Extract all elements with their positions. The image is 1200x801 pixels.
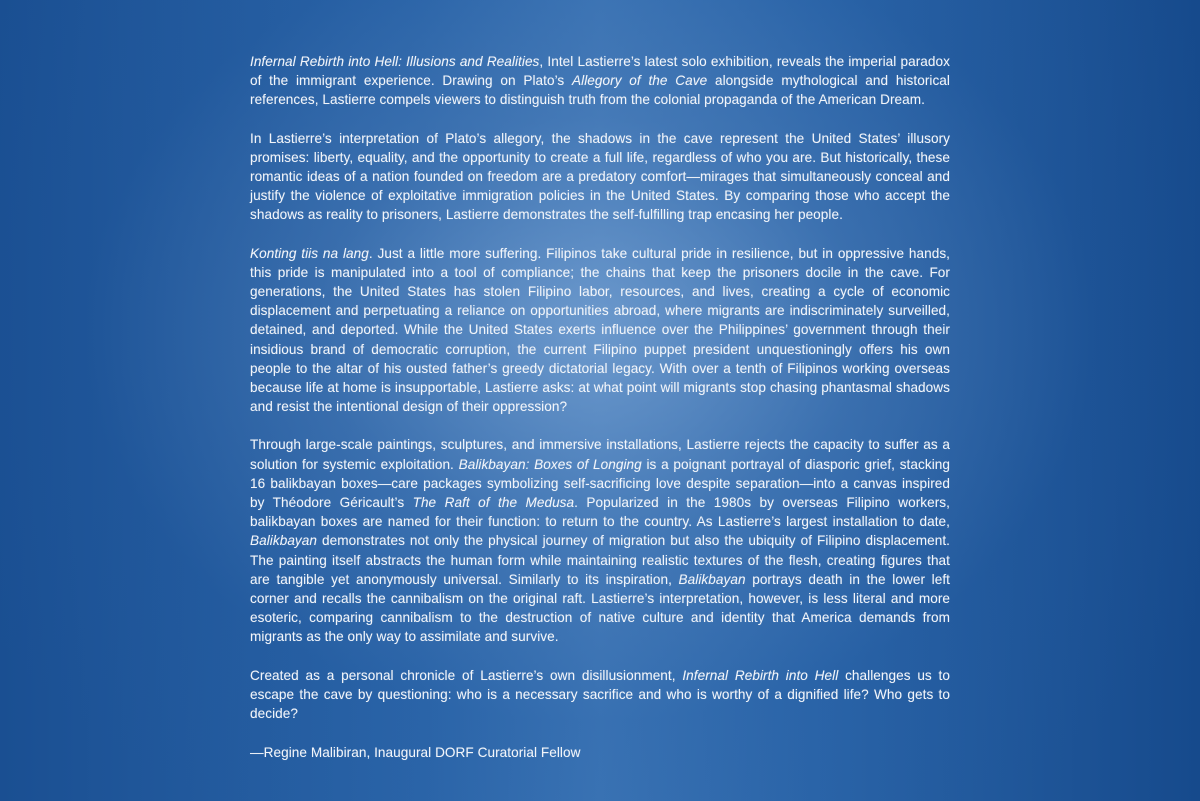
- allegory-title: Allegory of the Cave: [572, 73, 708, 89]
- allegory-text: In Lastierre’s interpretation of Plato’s allegory, the shadows in the cave represent the United States’ illusory promises: liberty, equality, and the opportunity to create a full life, regardless of who you are. But historically, these romantic ideas of a nation founded on freedom are a predatory comfort—mirages that simultaneously conceal and justify the violence of exploitative immigration policies in the United States. By comparing those who accept the shadows as reality to prisoners, Lastierre demonstrates the self-fulfilling trap encasing her people.: [250, 130, 950, 223]
- artworks-text-c: . Popularized in the 1980s by overseas Filipino workers, balikbayan boxes are named for their function: to return to the country. As Lastierre’s largest installation to date,: [250, 495, 950, 530]
- artworks-text-b: is a poignant portrayal of diasporic grief, stacking 16 balikbayan boxes—care packages symbolizing self-sacrificing love despite separation—into a canvas inspired by Théodore Géricault’s: [250, 456, 950, 511]
- closing-text-b: challenges us to escape the cave by questioning: who is a necessary sacrifice and who is worthy of a dignified life? Who gets to decide?: [250, 667, 950, 722]
- artworks-paragraph: [250, 435, 950, 646]
- allegory-paragraph: [250, 129, 950, 225]
- exhibition-wall-text: [250, 52, 950, 763]
- tagalog-phrase: Konting tiis na lang: [250, 245, 369, 261]
- raft-title: The Raft of the Medusa: [412, 495, 575, 511]
- balikbayan-title-2: Balikbayan: [678, 571, 746, 587]
- balikbayan-work-title: Balikbayan: Boxes of Longing: [458, 456, 642, 472]
- closing-text-a: Created as a personal chronicle of Lastierre’s own disillusionment,: [250, 667, 683, 683]
- suffering-text: . Just a little more suffering. Filipinos take cultural pride in resilience, but in oppressive hands, this pride is manipulated into a tool of compliance; the chains that keep the prisoners docile in the cave. For generations, the United States has stolen Filipino labor, resources, and lives, creating a cycle of economic displacement and perpetuating a reliance on opportunities abroad, where migrants are indiscriminately surveilled, detained, and deported. While the United States exerts influence over the Philippines’ government through their insidious brand of democratic corruption, the current Filipino puppet president unquestioningly offers his own people to the altar of his ousted father’s greedy dictatorial legacy. With over a tenth of Filipinos working overseas because life at home is insupportable, Lastierre asks: at what point will migrants stop chasing phantasmal shadows and resist the intentional design of their oppression?: [250, 245, 950, 415]
- exhibition-title: Infernal Rebirth into Hell: Illusions and Realities: [250, 54, 540, 69]
- closing-exhibition-title: Infernal Rebirth into Hell: [682, 667, 839, 683]
- intro-paragraph: [250, 52, 950, 110]
- closing-paragraph: [250, 666, 950, 724]
- intro-text-b: alongside mythological and historical references, Lastierre compels viewers to distinguish truth from the colonial propaganda of the American Dream.: [250, 73, 950, 108]
- intro-text-a: , Intel Lastierre’s latest solo exhibition, reveals the imperial paradox of the immigrant experience. Drawing on Plato’s: [250, 54, 950, 89]
- balikbayan-title-1: Balikbayan: [250, 533, 318, 549]
- artworks-text-e: portrays death in the lower left corner and recalls the cannibalism on the original raft. Lastierre’s interpretation, however, is less literal and more esoteric, comparing cannibalism to the destruction of native culture and identity that America demands from migrants as the only way to assimilate and survive.: [250, 571, 950, 645]
- suffering-paragraph: [250, 244, 950, 417]
- artworks-text-d: demonstrates not only the physical journey of migration but also the ubiquity of Filipino displacement. The painting itself abstracts the human form while maintaining realistic textures of the flesh, creating figures that are tangible yet anonymously universal. Similarly to its inspiration,: [250, 533, 950, 587]
- artworks-text-a: Through large-scale paintings, sculptures, and immersive installations, Lastierre rejects the capacity to suffer as a solution for systemic exploitation.: [250, 437, 950, 472]
- curator-attribution: —Regine Malibiran, Inaugural DORF Curatorial Fellow: [250, 745, 581, 761]
